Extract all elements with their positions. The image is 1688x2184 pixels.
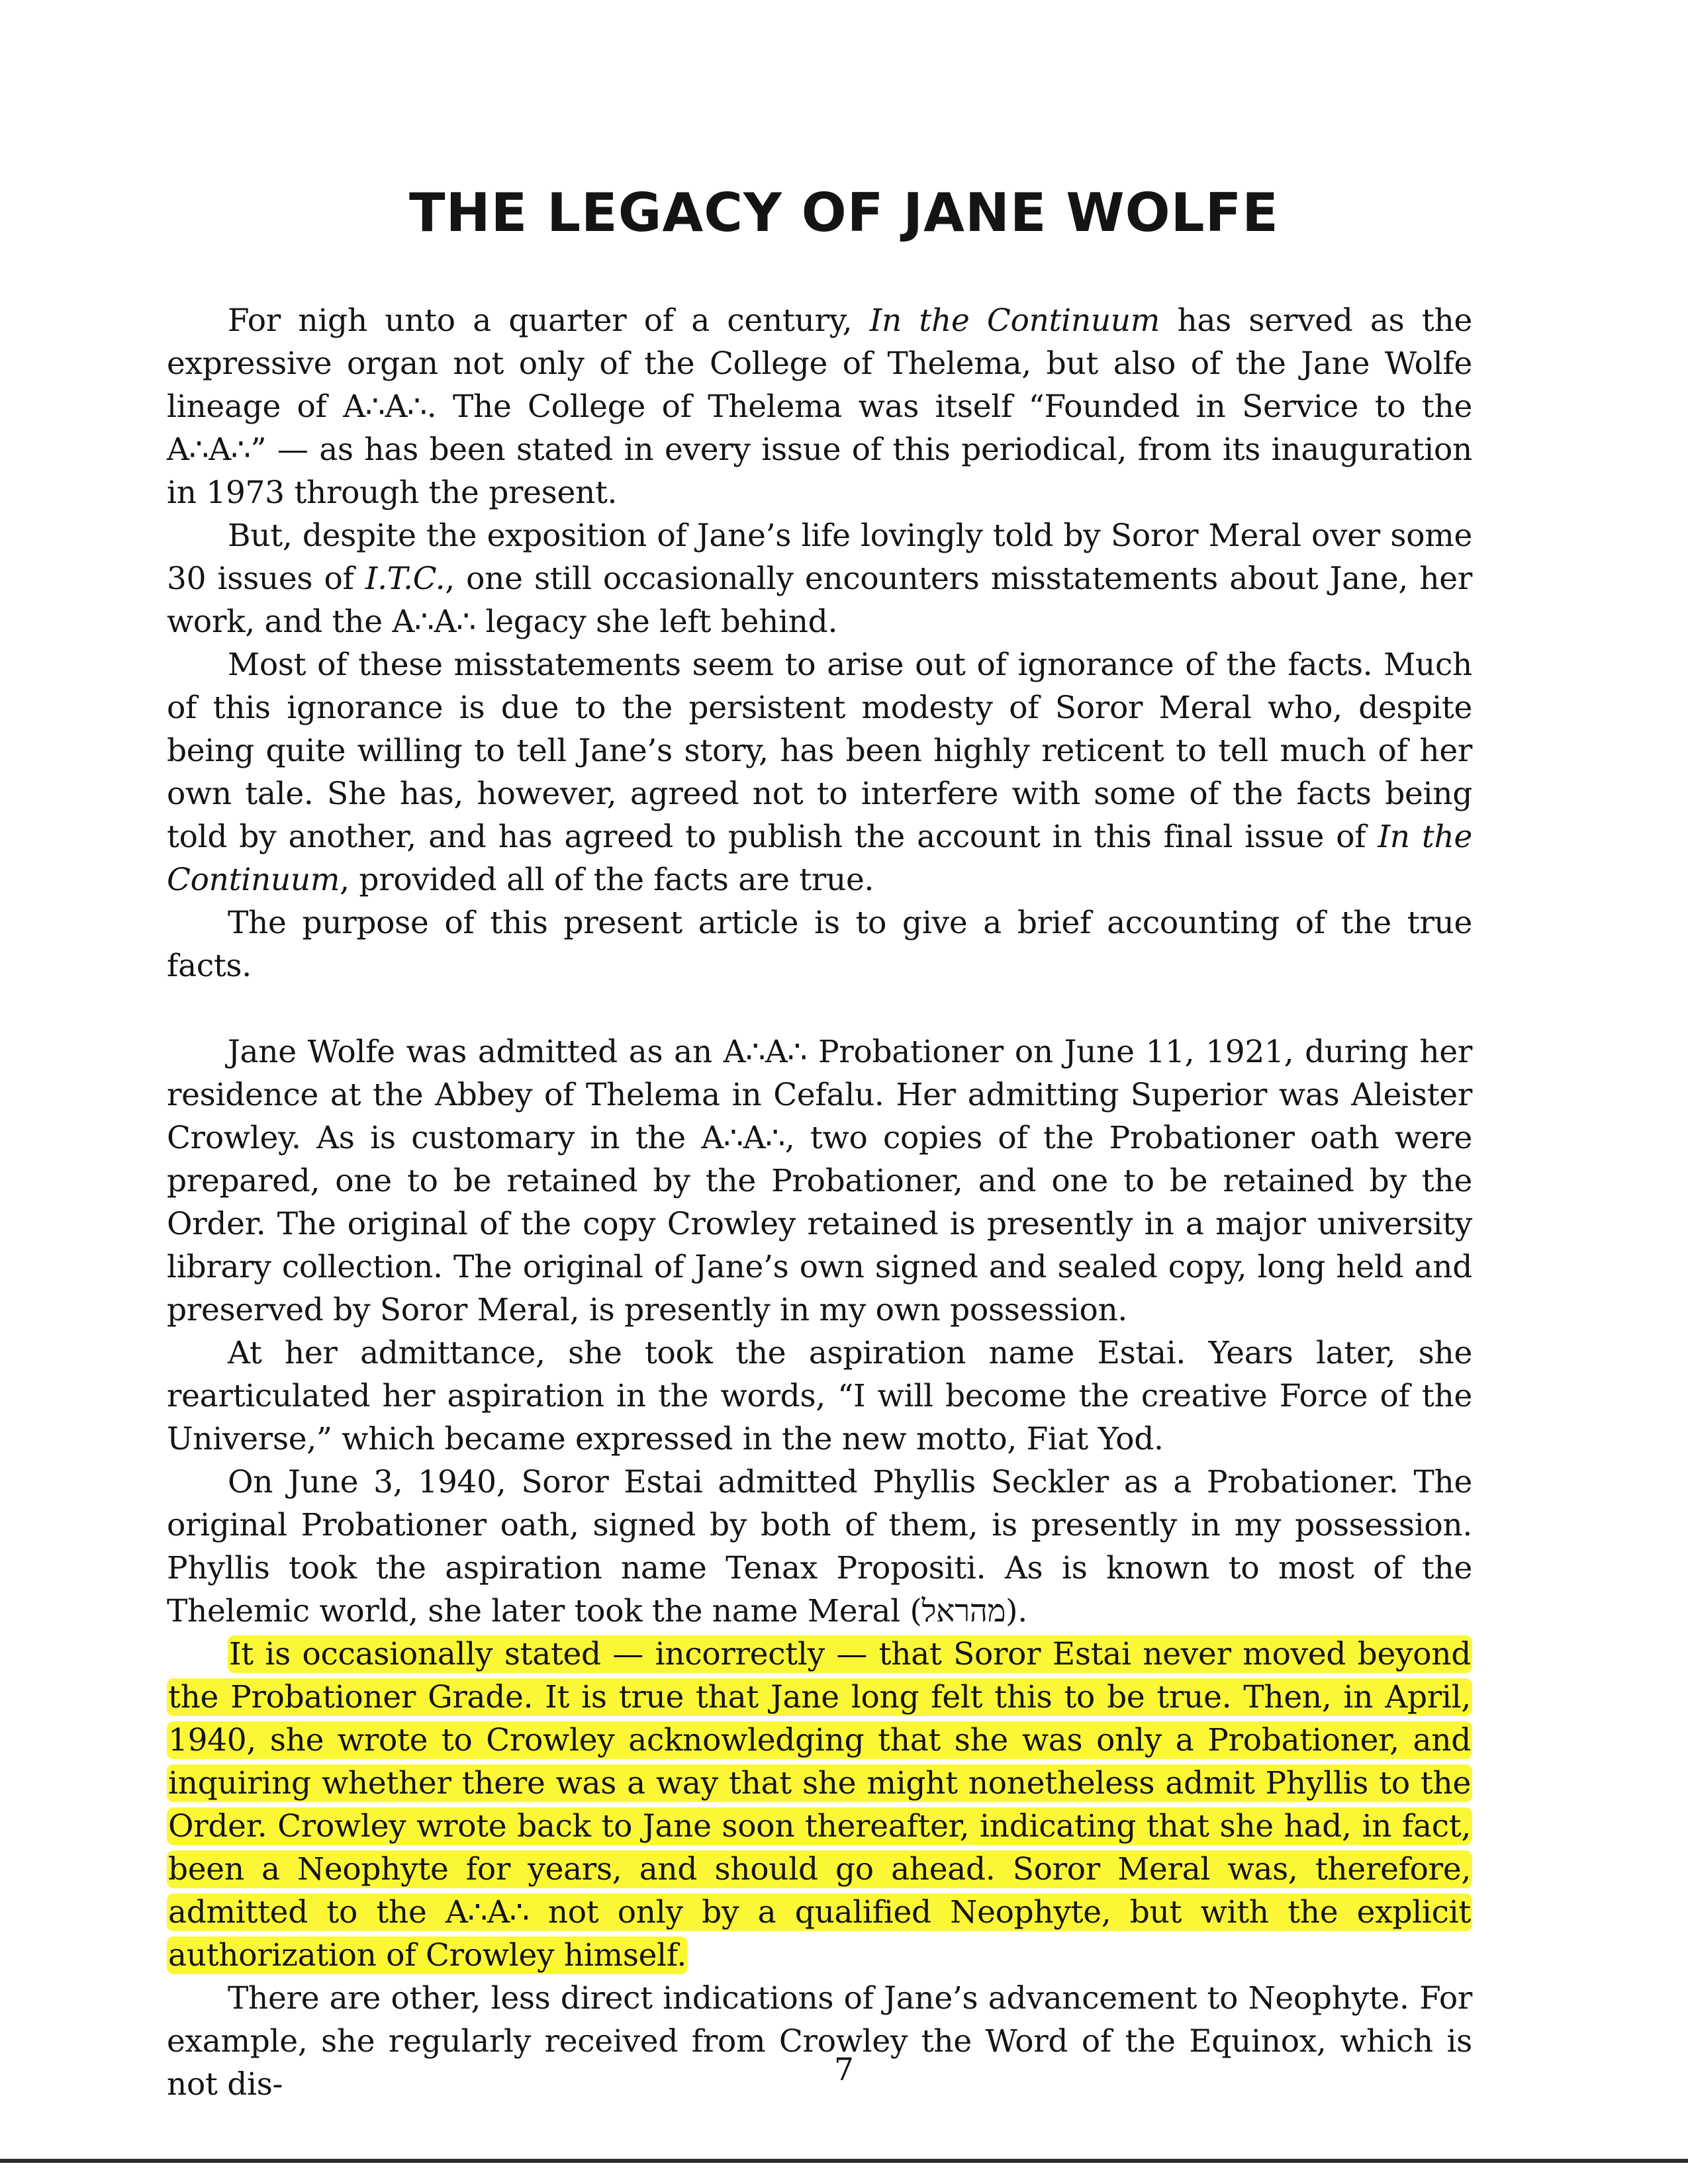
- paragraph-2-text-c: , one still occasionally encounters misstatements about Jane, her work, and the A∴A∴ legacy she left behind.: [167, 561, 1472, 640]
- highlighted-passage: It is occasionally stated — incorrectly — that Soror Estai never moved beyond the Probationer Grade. It is true that Jane long felt this to be true. Then, in April, 1940, she wrote to Crowley acknowledging that she was only a Probationer, and inquiring whether there was a way that she might nonetheless admit Phyllis to the Order. Crowley wrote back to Jane soon thereafter, indicating that she had, in fact, been a Neophyte for years, and should go ahead. Soror Meral was, therefore, admitted to the A∴A∴ not only by a qualified Neophyte, but with the explicit authorization of Crowley himself.: [168, 1636, 1471, 1974]
- paragraph-3-text-c: , provided all of the facts are true.: [340, 862, 874, 898]
- paragraph-3-text-a: Most of these misstatements seem to arise out of ignorance of the facts. Much of this ignorance is due to the persistent modesty of Soror Meral who, despite being quite willing to tell Jane’s story, has been highly reticent to tell much of her own tale. She has, however, agreed not to interfere with some of the facts being told by another, and has agreed to publish the account in this final issue of: [167, 647, 1472, 855]
- paragraph-1-text-c: has served as the expressive organ not only of the College of Thelema, but also of the Jane Wolfe lineage of A∴A∴. The College of Thelema was itself “Founded in Service to the A∴A∴” — as has been stated in every issue of this periodical, from its inauguration in 1973 through the present.: [167, 302, 1472, 511]
- paragraph-4: The purpose of this present article is to give a brief accounting of the true facts.: [167, 905, 1472, 984]
- publication-title-italic: In the Continuum: [869, 302, 1160, 339]
- paragraph-2: [167, 514, 1472, 643]
- page-title: THE LEGACY OF JANE WOLFE: [409, 182, 1279, 244]
- paragraph-5: Jane Wolfe was admitted as an A∴A∴ Probationer on June 11, 1921, during her residence at the Abbey of Thelema in Cefalu. Her admitting Superior was Aleister Crowley. As is customary in the A∴A∴, two copies of the Probationer oath were prepared, one to be retained by the Probationer, and one to be retained by the Order. The original of the copy Crowley retained is presently in a major university library collection. The original of Jane’s own signed and sealed copy, long held and preserved by Soror Meral, is presently in my own possession.: [167, 1034, 1472, 1328]
- paragraph-7: On June 3, 1940, Soror Estai admitted Phyllis Seckler as a Probationer. The original Probationer oath, signed by both of them, is presently in my possession. Phyllis took the aspiration name Tenax Propositi. As is known to most of the Thelemic world, she later took the name Meral (מהראל).: [167, 1464, 1472, 1629]
- paragraph-1: [167, 299, 1472, 514]
- paragraph-8-highlighted: [167, 1633, 1472, 1977]
- paragraph-6: At her admittance, she took the aspiration name Estai. Years later, she rearticulated her aspiration in the words, “I will become the creative Force of the Universe,” which became expressed in the new motto, Fiat Yod.: [167, 1335, 1472, 1457]
- publication-abbrev-italic: I.T.C.: [365, 561, 445, 597]
- paragraph-3: [167, 643, 1472, 901]
- page-number: 7: [834, 2052, 854, 2088]
- publication-title-italic: In the Continuum: [167, 819, 1473, 898]
- paragraph-1-text-a: For nigh unto a quarter of a century,: [228, 302, 870, 339]
- article-body: [167, 299, 1472, 2106]
- paragraph-2-text-a: But, despite the exposition of Jane’s life lovingly told by Soror Meral over some 30 issues of: [167, 518, 1472, 597]
- bottom-edge-rule: [0, 2159, 1688, 2163]
- paragraph-9: There are other, less direct indications of Jane’s advancement to Neophyte. For example, she regularly received from Crowley the Word of the Equinox, which is not dis-: [167, 1980, 1472, 2103]
